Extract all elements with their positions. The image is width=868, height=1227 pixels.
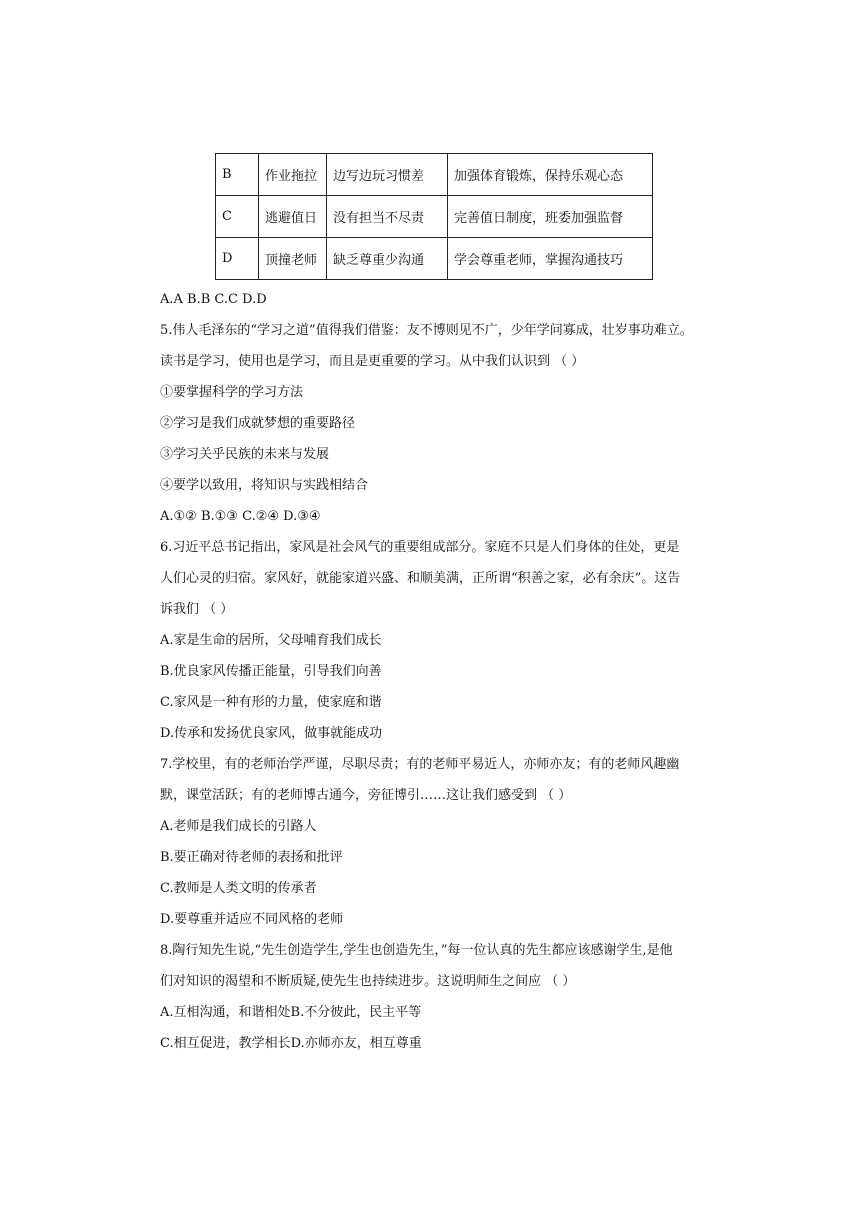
table-cell: 边写边玩习惯差 [327,154,448,196]
question-6-stem: 诉我们 （ ） [160,602,234,617]
answer-option: A.老师是我们成长的引路人 [160,819,317,834]
answer-option: C.教师是人类文明的传承者 [160,881,317,896]
answer-option: B.要正确对待老师的表扬和批评 [160,850,343,865]
answer-options-line: A.互相沟通，和谐相处B.不分彼此，民主平等 [160,1005,422,1020]
table-cell: 作业拖拉 [259,154,327,196]
question-8-stem: 们对知识的渴望和不断质疑,使先生也持续进步。这说明师生之间应 （ ） [160,974,576,989]
answer-option: D.要尊重并适应不同风格的老师 [160,912,344,927]
statement-item: ②学习是我们成就梦想的重要路径 [160,416,356,431]
question-7-stem: 默，课堂活跃；有的老师博古通今，旁征博引……这让我们感受到 （ ） [160,788,572,803]
table-cell: 加强体育锻炼，保持乐观心态 [448,154,653,196]
table-cell: 学会尊重老师，掌握沟通技巧 [448,238,653,280]
table-cell: B [216,154,259,196]
answer-option: D.传承和发扬优良家风，做事就能成功 [160,726,383,741]
table-cell: D [216,238,259,280]
options-table [215,153,653,280]
answer-option: C.家风是一种有形的力量，使家庭和谐 [160,695,382,710]
table-cell: C [216,196,259,238]
table-row [216,196,653,238]
statement-item: ③学习关乎民族的未来与发展 [160,447,330,462]
answer-option: A.家是生命的居所，父母哺育我们成长 [160,633,382,648]
answer-option: B.优良家风传播正能量，引导我们向善 [160,664,382,679]
table-cell: 没有担当不尽责 [327,196,448,238]
answer-options-line: A.①② B.①③ C.②④ D.③④ [160,509,321,524]
table-row [216,154,653,196]
table-cell: 逃避值日 [259,196,327,238]
question-5-stem: 5.伟人毛泽东的“学习之道”值得我们借鉴：友不博则见不广，少年学问寡成，壮岁事功难立。 [160,323,693,338]
table-cell: 缺乏尊重少沟通 [327,238,448,280]
question-6-stem: 6.习近平总书记指出，家风是社会风气的重要组成部分。家庭不只是人们身体的住处，更是 [160,540,680,555]
question-text [160,284,712,1059]
question-8-stem: 8.陶行知先生说,“先生创造学生,学生也创造先生，”每一位认真的先生都应该感谢学生,是他 [160,943,673,958]
table-row [216,238,653,280]
table-cell: 顶撞老师 [259,238,327,280]
statement-item: ④要学以致用，将知识与实践相结合 [160,478,369,493]
answer-options-line: C.相互促进，教学相长D.亦师亦友，相互尊重 [160,1036,422,1051]
answer-options-line: A.A B.B C.C D.D [160,292,267,307]
question-6-stem: 人们心灵的归宿。家风好，就能家道兴盛、和顺美满，正所谓“积善之家，必有余庆”。这告 [160,571,681,586]
question-5-stem: 读书是学习，使用也是学习，而且是更重要的学习。从中我们认识到 （ ） [160,354,585,369]
question-7-stem: 7.学校里，有的老师治学严谨，尽职尽责；有的老师平易近人，亦师亦友；有的老师风趣幽 [160,757,680,772]
statement-item: ①要掌握科学的学习方法 [160,385,304,400]
table-cell: 完善值日制度，班委加强监督 [448,196,653,238]
